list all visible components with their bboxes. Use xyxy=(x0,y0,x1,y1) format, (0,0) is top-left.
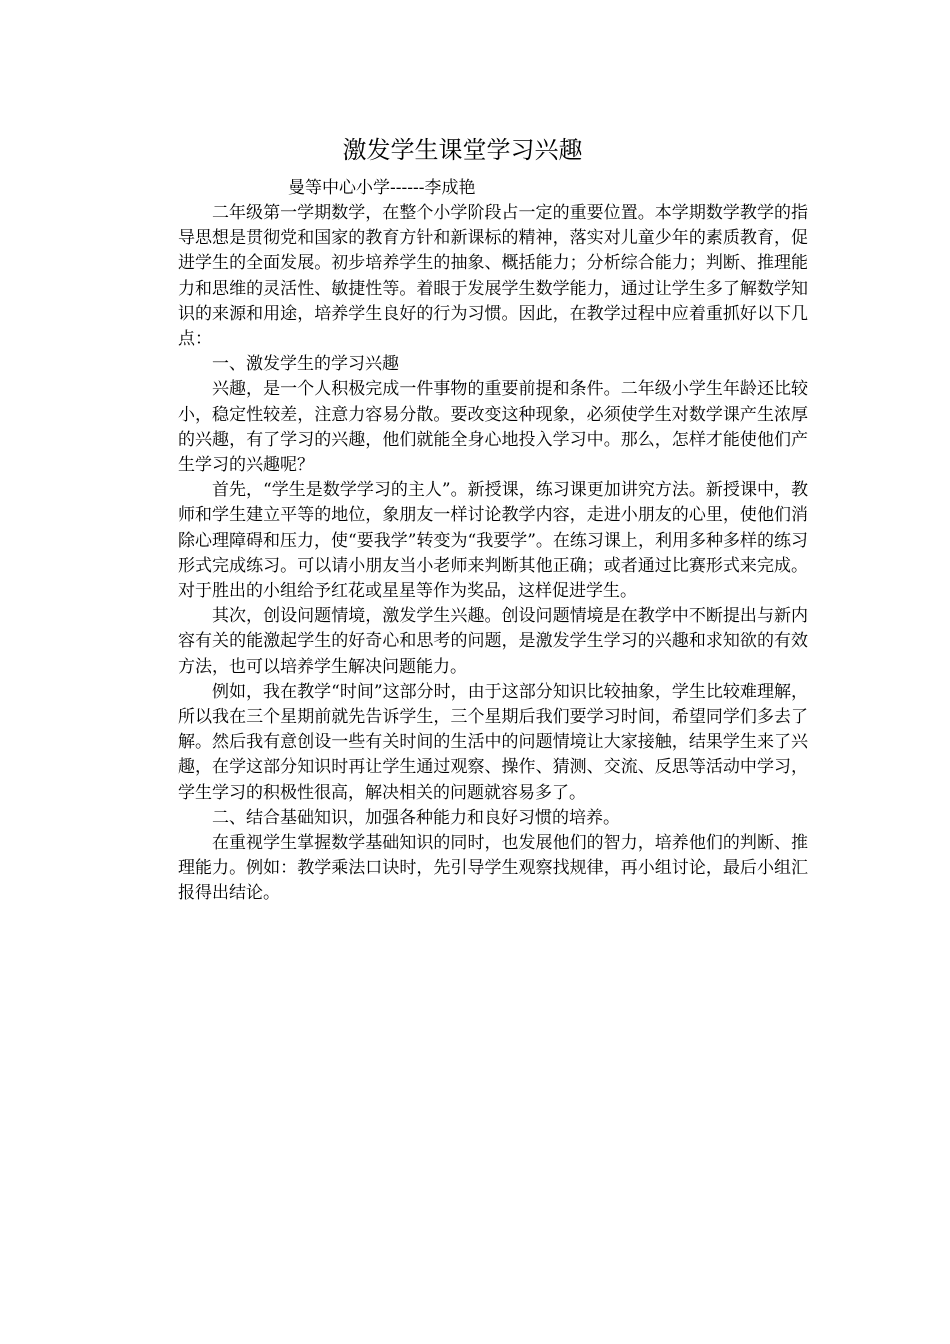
paragraph-basics: 在重视学生掌握数学基础知识的同时，也发展他们的智力，培养他们的判断、推理能力。例如：教学乘法口诀时，先引导学生观察找规律，再小组讨论，最后小组汇报得出结论。 xyxy=(178,833,808,904)
document-title: 激发学生课堂学习兴趣 xyxy=(342,136,583,164)
document-body xyxy=(178,201,808,907)
document-byline: 曼等中心小学------李成艳 xyxy=(288,178,476,198)
section-heading-2: 二、结合基础知识，加强各种能力和良好习惯的培养。 xyxy=(212,807,620,828)
paragraph-second: 其次，创设问题情境，激发学生兴趣。创设问题情境是在教学中不断提出与新内容有关的能激起学生的好奇心和思考的问题，是激发学生学习的兴趣和求知欲的有效方法，也可以培养学生解决问题能力。 xyxy=(178,606,808,677)
paragraph-example: 例如，我在教学“时间”这部分时，由于这部分知识比较抽象，学生比较难理解，所以我在三个星期前就先告诉学生，三个星期后我们要学习时间，希望同学们多去了解。然后我有意创设一些有关时间的生活中的问题情境让大家接触，结果学生来了兴趣，在学这部分知识时再让学生通过观察、操作、猜测、交流、反思等活动中学习，学生学习的积极性很高，解决相关的问题就容易多了。 xyxy=(178,681,808,803)
paragraph-interest: 兴趣，是一个人积极完成一件事物的重要前提和条件。二年级小学生年龄还比较小，稳定性较差，注意力容易分散。要改变这种现象，必须使学生对数学课产生浓厚的兴趣，有了学习的兴趣，他们就能全身心地投入学习中。那么，怎样才能使他们产生学习的兴趣呢？ xyxy=(178,379,808,476)
paragraph-intro: 二年级第一学期数学，在整个小学阶段占一定的重要位置。本学期数学教学的指导思想是贯彻党和国家的教育方针和新课标的精神，落实对儿童少年的素质教育，促进学生的全面发展。初步培养学生的抽象、概括能力；分析综合能力；判断、推理能力和思维的灵活性、敏捷性等。着眼于发展学生数学能力，通过让学生多了解数学知识的来源和用途，培养学生良好的行为习惯。因此，在教学过程中应着重抓好以下几点： xyxy=(178,203,808,350)
paragraph-first: 首先，“学生是数学学习的主人”。新授课，练习课更加讲究方法。新授课中，教师和学生建立平等的地位，象朋友一样讨论教学内容，走进小朋友的心里，使他们消除心理障碍和压力，使“要我学”转变为“我要学”。在练习课上，利用多种多样的练习形式完成练习。可以请小朋友当小老师来判断其他正确；或者通过比赛形式来完成。对于胜出的小组给予红花或星星等作为奖品，这样促进学生。 xyxy=(178,480,808,602)
section-heading-1: 一、激发学生的学习兴趣 xyxy=(212,354,399,375)
